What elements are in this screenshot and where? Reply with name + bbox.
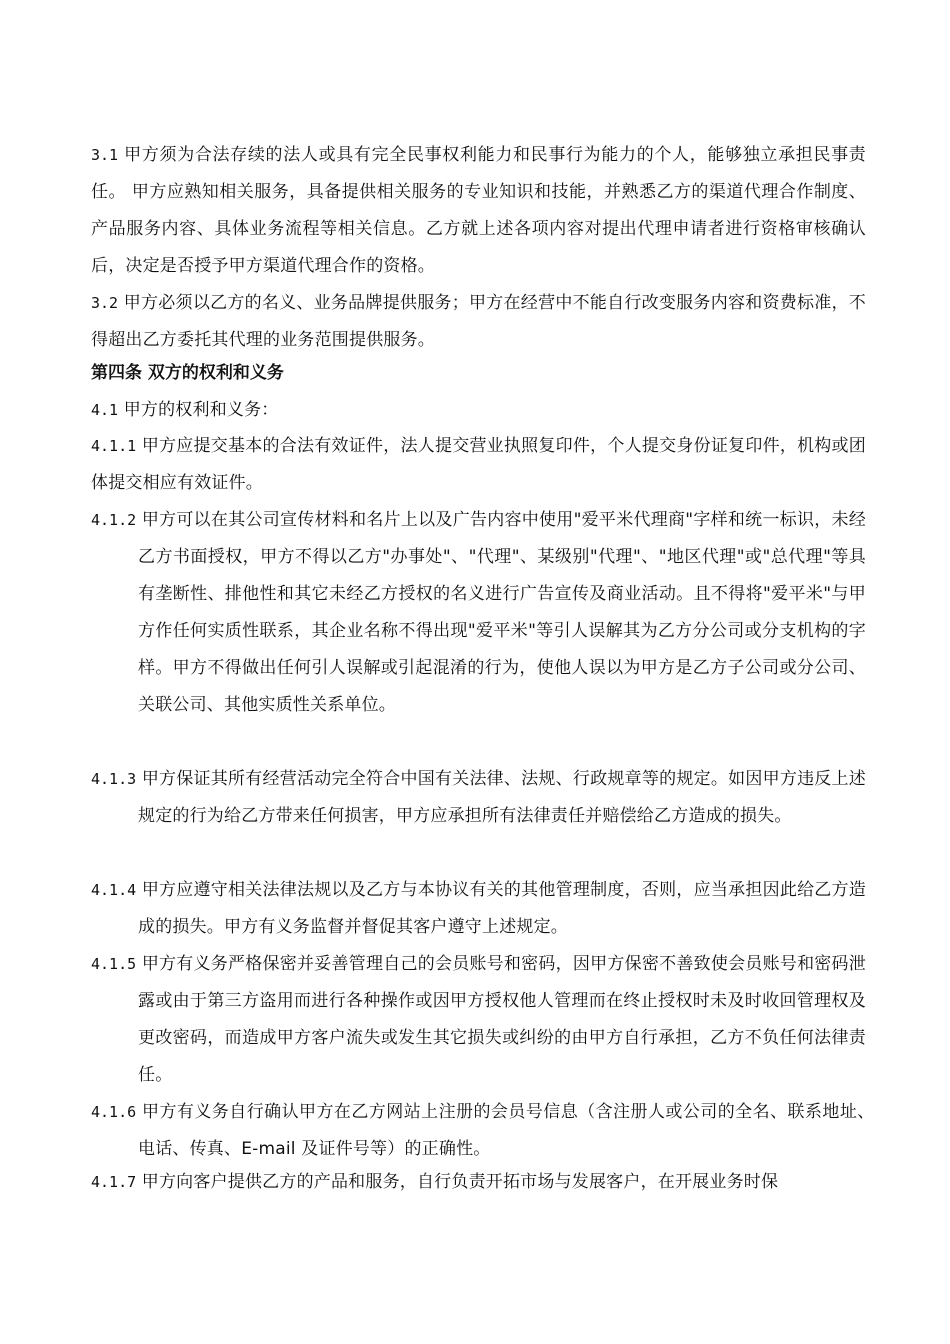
clause-number: 4.1.7 (91, 1173, 137, 1191)
clause-4-1-5 (91, 946, 866, 1094)
clause-number: 3.1 (91, 146, 119, 164)
clause-number: 3.2 (91, 294, 119, 312)
clause-number: 4.1.5 (91, 955, 137, 973)
clause-number: 4.1.4 (91, 881, 137, 899)
clause-text: 甲方有义务严格保密并妥善管理自己的会员账号和密码，因甲方保密不善致使会员账号和密码泄露或由于第三方盗用而进行各种操作或因甲方授权他人管理而在终止授权时未及时收回管理权及更改密码，而造成甲方客户流失或发生其它损失或纠纷的由甲方自行承担，乙方不负任何法律责任。 (138, 954, 866, 1085)
clause-text: 甲方须为合法存续的法人或具有完全民事权利能力和民事行为能力的个人，能够独立承担民事责任。 甲方应熟知相关服务，具备提供相关服务的专业知识和技能，并熟悉乙方的渠道代理合作制度、产品服务内容、具体业务流程等相关信息。乙方就上述各项内容对提出代理申请者进行资格审核确认后，决定是否授予甲方渠道代理合作的资格。 (91, 145, 866, 276)
clause-4-1-3 (91, 761, 866, 835)
clause-4-1 (91, 392, 866, 429)
clause-4-1-6 (91, 1094, 918, 1168)
clause-text: 甲方可以在其公司宣传材料和名片上以及广告内容中使用"爱平米代理商"字样和统一标识，未经乙方书面授权，甲方不得以乙方"办事处"、"代理"、某级别"代理"、"地区代理"或"总代理"等具有垄断性、排他性和其它未经乙方授权的名义进行广告宣传及商业活动。且不得将"爱平米"与甲方作任何实质性联系，其企业名称不得出现"爱平米"等引人误解其为乙方分公司或分支机构的字样。甲方不得做出任何引人误解或引起混淆的行为，使他人误以为甲方是乙方子公司或分公司、关联公司、其他实质性关系单位。 (138, 510, 866, 715)
clause-3-2 (91, 285, 866, 359)
clause-text: 甲方必须以乙方的名义、业务品牌提供服务；甲方在经营中不能自行改变服务内容和资费标准，不得超出乙方委托其代理的业务范围提供服务。 (91, 293, 866, 350)
clause-number: 4.1.1 (91, 437, 137, 455)
clause-text: 甲方应提交基本的合法有效证件，法人提交营业执照复印件，个人提交身份证复印件，机构或团体提交相应有效证件。 (91, 436, 866, 493)
clause-3-1 (91, 137, 866, 285)
clause-text: 甲方的权利和义务： (123, 400, 279, 420)
clause-text: 甲方有义务自行确认甲方在乙方网站上注册的会员号信息（含注册人或公司的全名、联系地址、 电话、传真、E-mail 及证件号等）的正确性。 (138, 1102, 918, 1159)
clause-text: 甲方保证其所有经营活动完全符合中国有关法律、法规、行政规章等的规定。如因甲方违反上述规定的行为给乙方带来任何损害，甲方应承担所有法律责任并赔偿给乙方造成的损失。 (138, 769, 866, 826)
clause-number: 4.1.3 (91, 770, 137, 788)
clause-4-1-7 (91, 1164, 866, 1201)
section-heading: 第四条 双方的权利和义务 (91, 363, 284, 383)
clause-number: 4.1 (91, 401, 119, 419)
clause-4-1-1 (91, 428, 866, 502)
clause-number: 4.1.2 (91, 511, 137, 529)
clause-4-1-4 (91, 872, 866, 946)
clause-text: 甲方应遵守相关法律法规以及乙方与本协议有关的其他管理制度，否则，应当承担因此给乙方造成的损失。甲方有义务监督并督促其客户遵守上述规定。 (138, 880, 866, 937)
clause-number: 4.1.6 (91, 1103, 137, 1121)
clause-4-1-2 (91, 502, 866, 724)
clause-text: 甲方向客户提供乙方的产品和服务，自行负责开拓市场与发展客户，在开展业务时保 (141, 1172, 779, 1192)
